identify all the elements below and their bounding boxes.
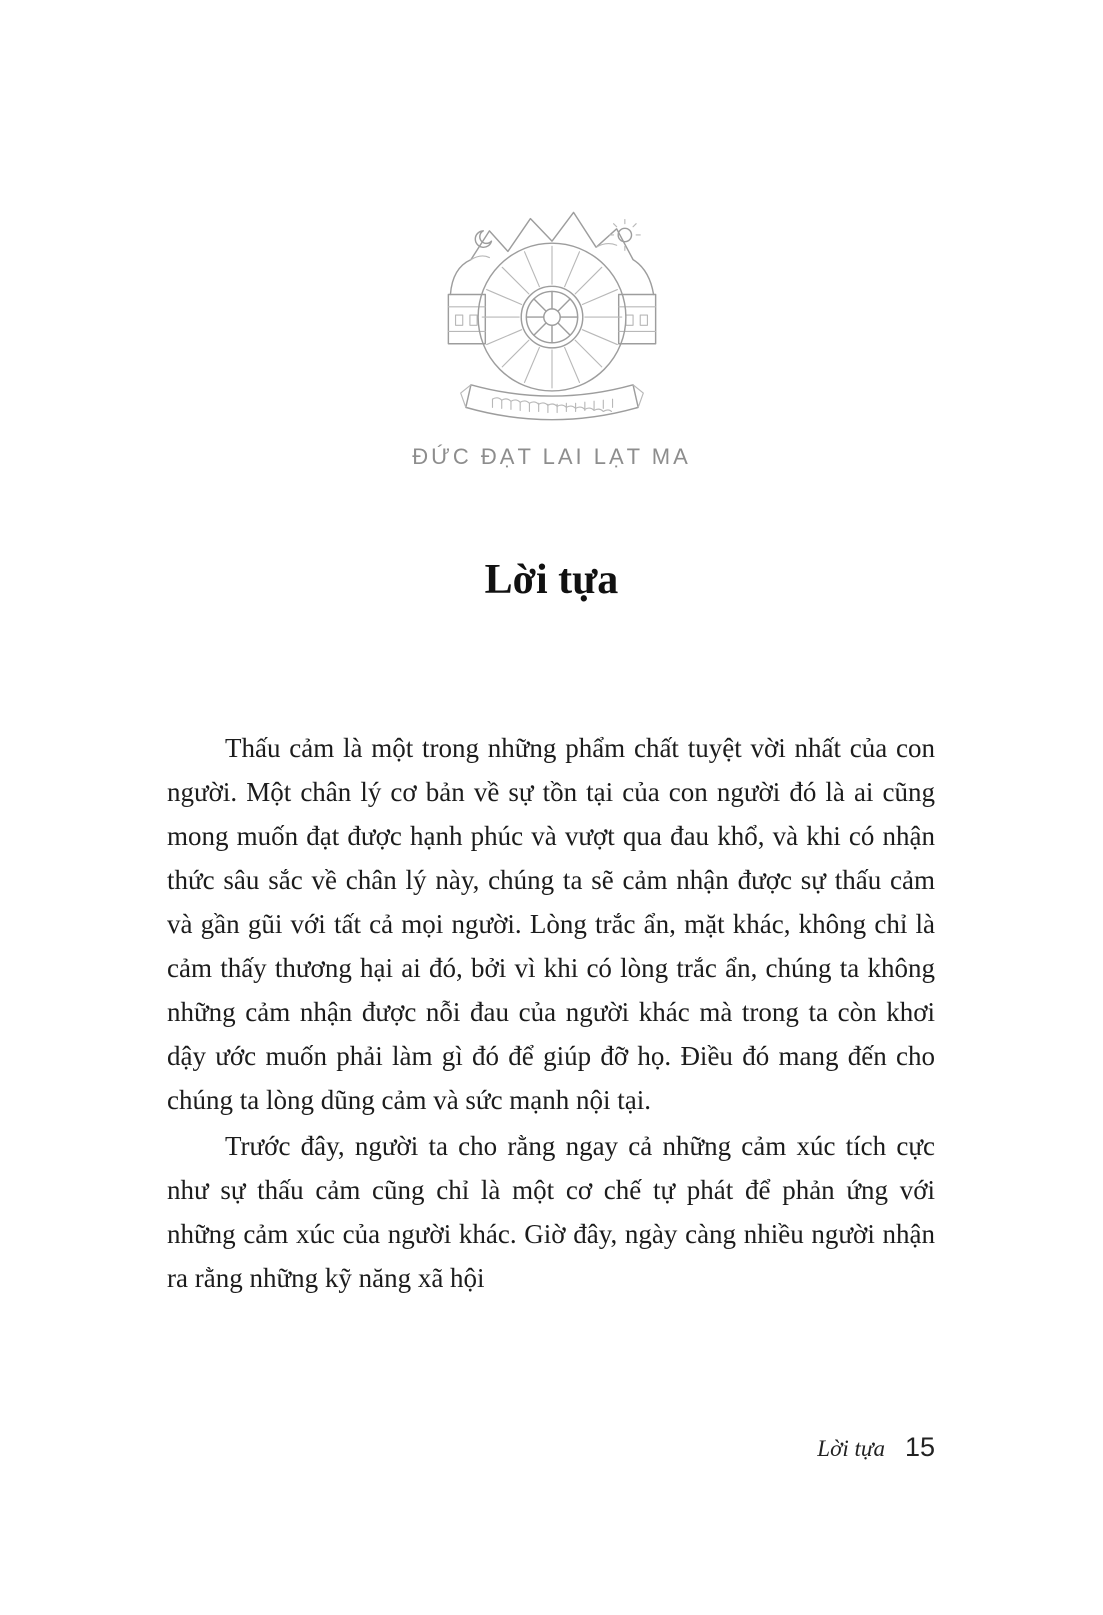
page-footer [817,1432,935,1463]
dalai-lama-seal-icon [436,196,668,432]
dalai-lama-seal [436,196,668,432]
footer-section-label: Lời tựa [817,1436,885,1461]
paragraph-1: Thấu cảm là một trong những phẩm chất tuyệt vời nhất của con người. Một chân lý cơ bản về sự tồn tại của con người đó là ai cũng mong muốn đạt được hạnh phúc và vượt qua đau khổ, và khi có nhận thức sâu sắc về chân lý này, chúng ta sẽ cảm nhận được sự thấu cảm và gần gũi với tất cả mọi người. Lòng trắc ẩn, mặt khác, không chỉ là cảm thấy thương hại ai đó, bởi vì khi có lòng trắc ẩn, chúng ta không những cảm nhận được nỗi đau của người khác mà trong ta còn khơi dậy ước muốn phải làm gì đó để giúp đỡ họ. Điều đó mang đến cho chúng ta lòng dũng cảm và sức mạnh nội tại. [167,733,935,1115]
page-title: Lời tựa [484,557,619,603]
footer-page-number: 15 [904,1432,935,1462]
seal-caption: ĐỨC ĐẠT LAI LẠT MA [412,444,691,469]
body-text [167,726,935,1302]
paragraph-2: Trước đây, người ta cho rằng ngay cả những cảm xúc tích cực như sự thấu cảm cũng chỉ là một cơ chế tự phát để phản ứng với những cảm xúc của người khác. Giờ đây, ngày càng nhiều người nhận ra rằng những kỹ năng xã hội [167,1131,935,1293]
